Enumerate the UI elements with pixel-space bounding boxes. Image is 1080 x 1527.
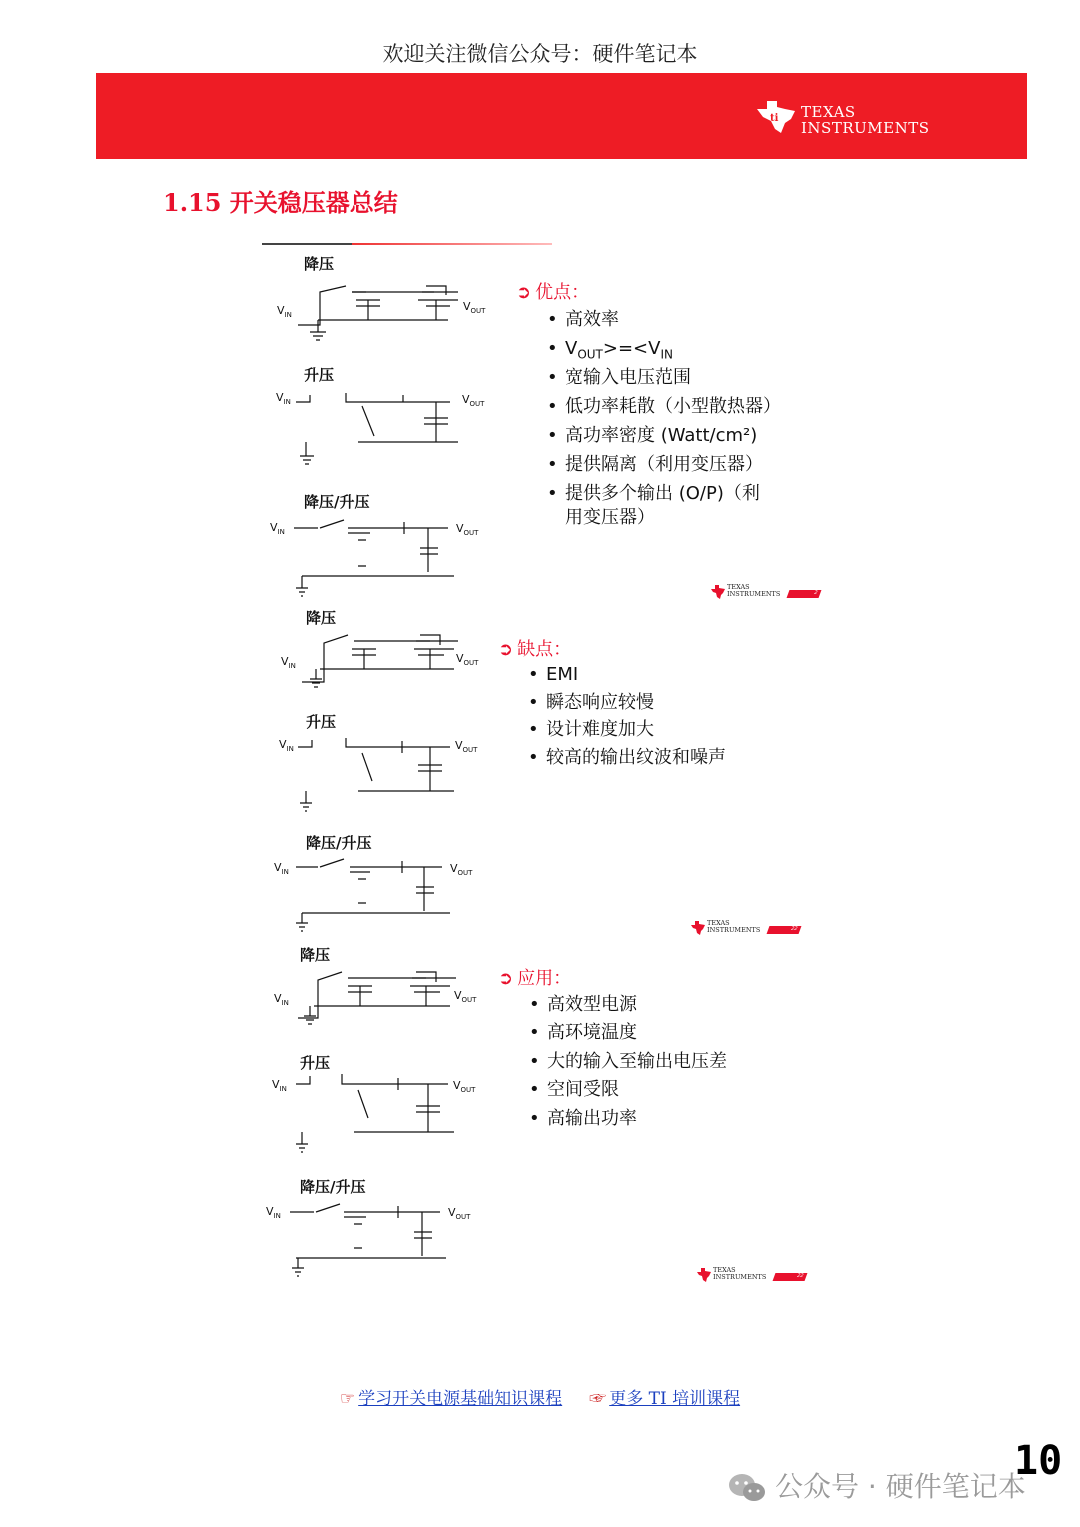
boost-vout-label: $V_{OUT}$ <box>453 1079 476 1095</box>
buck-vout-label: $V_{OUT}$ <box>456 652 479 668</box>
bullet: • 高输出功率 <box>529 1108 637 1129</box>
svg-text:ti: ti <box>770 113 779 124</box>
boost-vin-label: $V_{IN}$ <box>272 1078 287 1094</box>
title-rule <box>262 243 552 245</box>
buck-vin-label: $V_{IN}$ <box>277 304 292 320</box>
ti-mini-logo: TEXAS INSTRUMENTS 2 <box>710 584 822 600</box>
buckboost-vin-label: $V_{IN}$ <box>266 1205 281 1221</box>
bullet: • 高效率 <box>547 309 619 330</box>
slide-advantages <box>258 250 828 610</box>
advantages-heading: ➲ 优点： <box>516 282 590 303</box>
buck-vin-label: $V_{IN}$ <box>281 655 296 671</box>
buckboost-label: 降压/升压 <box>300 1178 366 1196</box>
applications-heading: ➲ 应用： <box>498 968 572 989</box>
buck-label: 降压 <box>306 609 337 627</box>
boost-label: 升压 <box>300 1054 331 1072</box>
bullet: • 设计难度加大 <box>528 719 654 740</box>
buck-label: 降压 <box>304 255 335 273</box>
ti-mini-logo: TEXAS INSTRUMENTS 22 <box>690 920 802 936</box>
buckboost-label: 降压/升压 <box>304 493 370 511</box>
ti-state-icon <box>690 920 706 936</box>
section-title: 1.15 开关稳压器总结 <box>163 188 398 217</box>
ti-logo-line1: TEXAS <box>801 103 856 121</box>
ti-state-icon <box>710 584 726 600</box>
boost-vin-label: $V_{IN}$ <box>276 391 291 407</box>
pointing-hand-icon: ☞ <box>589 1389 607 1409</box>
boost-vout-label: $V_{OUT}$ <box>455 739 478 755</box>
buckboost-vin-label: $V_{IN}$ <box>274 861 289 877</box>
buckboost-vout-label: $V_{OUT}$ <box>456 522 479 538</box>
ti-logo-line2: INSTRUMENTS <box>801 119 930 137</box>
boost-label: 升压 <box>306 713 337 731</box>
bullet: • 较高的输出纹波和噪声 <box>528 747 726 768</box>
bullet-vout-vin: • $V_{OUT}>=<V_{IN}$ <box>547 338 673 362</box>
arrow-circle-icon: ➲ <box>498 968 514 989</box>
bullet: • EMI <box>528 664 579 685</box>
watermark-text: 公众号 · 硬件笔记本 <box>775 1470 1026 1503</box>
page-number: 10 <box>1014 1438 1063 1484</box>
bullet: • 提供多个输出 (O/P)（利 <box>547 483 760 504</box>
slide-applications <box>258 940 828 1290</box>
boost-vout-label: $V_{OUT}$ <box>462 393 485 409</box>
buckboost-vout-label: $V_{OUT}$ <box>450 862 473 878</box>
arrow-circle-icon: ➲ <box>516 282 532 303</box>
bullet: • 高功率密度 (Watt/cm²) <box>547 425 758 446</box>
wechat-watermark <box>727 1465 1026 1505</box>
ti-mini-logo: TEXAS INSTRUMENTS 22 <box>696 1267 808 1283</box>
top-note: 欢迎关注微信公众号：硬件笔记本 <box>382 42 698 66</box>
bullet: • 空间受限 <box>529 1079 619 1100</box>
bullet: • 提供隔离（利用变压器） <box>547 454 763 475</box>
link-more-ti-training[interactable]: 更多 TI 培训课程 <box>609 1389 741 1409</box>
pointing-hand-icon: ☞ <box>339 1389 356 1409</box>
arrow-circle-icon: ➲ <box>498 639 514 660</box>
link-switching-basics[interactable]: 学习开关电源基础知识课程 <box>358 1389 563 1409</box>
buck-vout-label: $V_{OUT}$ <box>463 300 486 316</box>
wechat-icon <box>727 1472 767 1504</box>
bullet: • 高效型电源 <box>529 994 637 1015</box>
ti-logo <box>755 99 945 139</box>
slide-disadvantages <box>258 605 828 950</box>
bullet: • 高环境温度 <box>529 1022 637 1043</box>
disadvantages-heading: ➲ 缺点： <box>498 639 572 660</box>
boost-vin-label: $V_{IN}$ <box>279 738 294 754</box>
buck-vout-label: $V_{OUT}$ <box>454 989 477 1005</box>
buckboost-vout-label: $V_{OUT}$ <box>448 1206 471 1222</box>
bullet: • 宽输入电压范围 <box>547 367 691 388</box>
ti-state-icon <box>755 99 797 135</box>
bullet: • 低功率耗散（小型散热器） <box>547 396 781 417</box>
bullet-continuation: 用变压器） <box>565 507 655 528</box>
ti-state-icon <box>696 1267 712 1283</box>
bullet: • 瞬态响应较慢 <box>528 692 654 713</box>
boost-label: 升压 <box>304 366 335 384</box>
buckboost-label: 降压/升压 <box>306 834 372 852</box>
buck-vin-label: $V_{IN}$ <box>274 992 289 1008</box>
course-links <box>0 1384 1080 1409</box>
buck-label: 降压 <box>300 946 331 964</box>
bullet: • 大的输入至输出电压差 <box>529 1051 727 1072</box>
buckboost-vin-label: $V_{IN}$ <box>270 521 285 537</box>
